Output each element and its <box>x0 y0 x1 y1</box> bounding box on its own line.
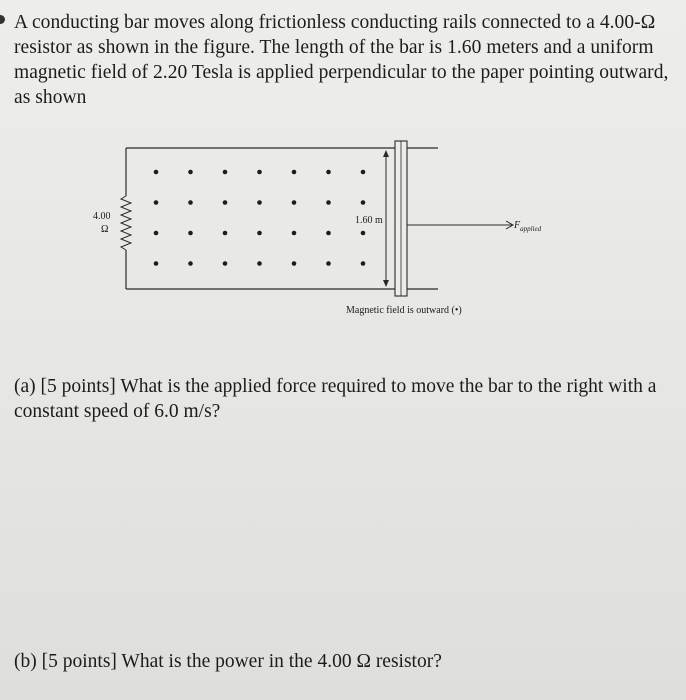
field-dot <box>154 261 159 266</box>
field-dot <box>188 231 193 236</box>
field-dot <box>257 231 262 236</box>
resistor-value-label: 4.00 <box>93 211 111 222</box>
field-dot <box>257 170 262 175</box>
field-dot <box>154 231 159 236</box>
field-dot <box>326 231 331 236</box>
question-a: (a) [5 points] What is the applied force required to move the bar to the right with a constant speed of 6.0 m/s? <box>14 376 657 422</box>
field-caption: Magnetic field is outward (•) <box>346 305 462 316</box>
field-dot <box>188 261 193 266</box>
field-dot <box>154 200 159 205</box>
length-arrow-bottom <box>383 280 389 287</box>
field-dot <box>188 170 193 175</box>
bar-length-label: 1.60 m <box>355 215 383 226</box>
resistor-unit-label: Ω <box>101 224 109 235</box>
field-dot <box>257 261 262 266</box>
field-dot <box>326 261 331 266</box>
field-dot <box>361 170 366 175</box>
force-arrow-head <box>506 221 513 229</box>
force-subscript: applied <box>520 225 542 233</box>
field-dot <box>188 200 193 205</box>
resistor-zigzag <box>121 196 131 250</box>
field-dots <box>154 170 366 266</box>
field-dot <box>292 231 297 236</box>
conducting-bar <box>395 141 407 296</box>
field-dot <box>292 261 297 266</box>
field-dot <box>154 170 159 175</box>
field-dot <box>292 200 297 205</box>
field-dot <box>223 200 228 205</box>
force-label <box>513 220 542 233</box>
field-dot <box>257 200 262 205</box>
bullet-mark <box>0 15 5 24</box>
field-dot <box>223 170 228 175</box>
field-dot <box>361 261 366 266</box>
field-dot <box>326 200 331 205</box>
force-symbol: F <box>514 220 521 231</box>
question-b: (b) [5 points] What is the power in the 4.00 Ω resistor? <box>14 651 442 672</box>
field-dot <box>292 170 297 175</box>
length-arrow-top <box>383 150 389 157</box>
field-dot <box>361 200 366 205</box>
field-dot <box>223 261 228 266</box>
field-dot <box>326 170 331 175</box>
field-dot <box>361 231 366 236</box>
field-dot <box>223 231 228 236</box>
problem-intro: A conducting bar moves along frictionless conducting rails connected to a 4.00-Ω resistor as shown in the figure. The length of the bar is 1.60 meters and a uniform magnetic field of 2.20 Tesla is applied perpendicular to the paper pointing outward, as shown <box>14 12 669 108</box>
